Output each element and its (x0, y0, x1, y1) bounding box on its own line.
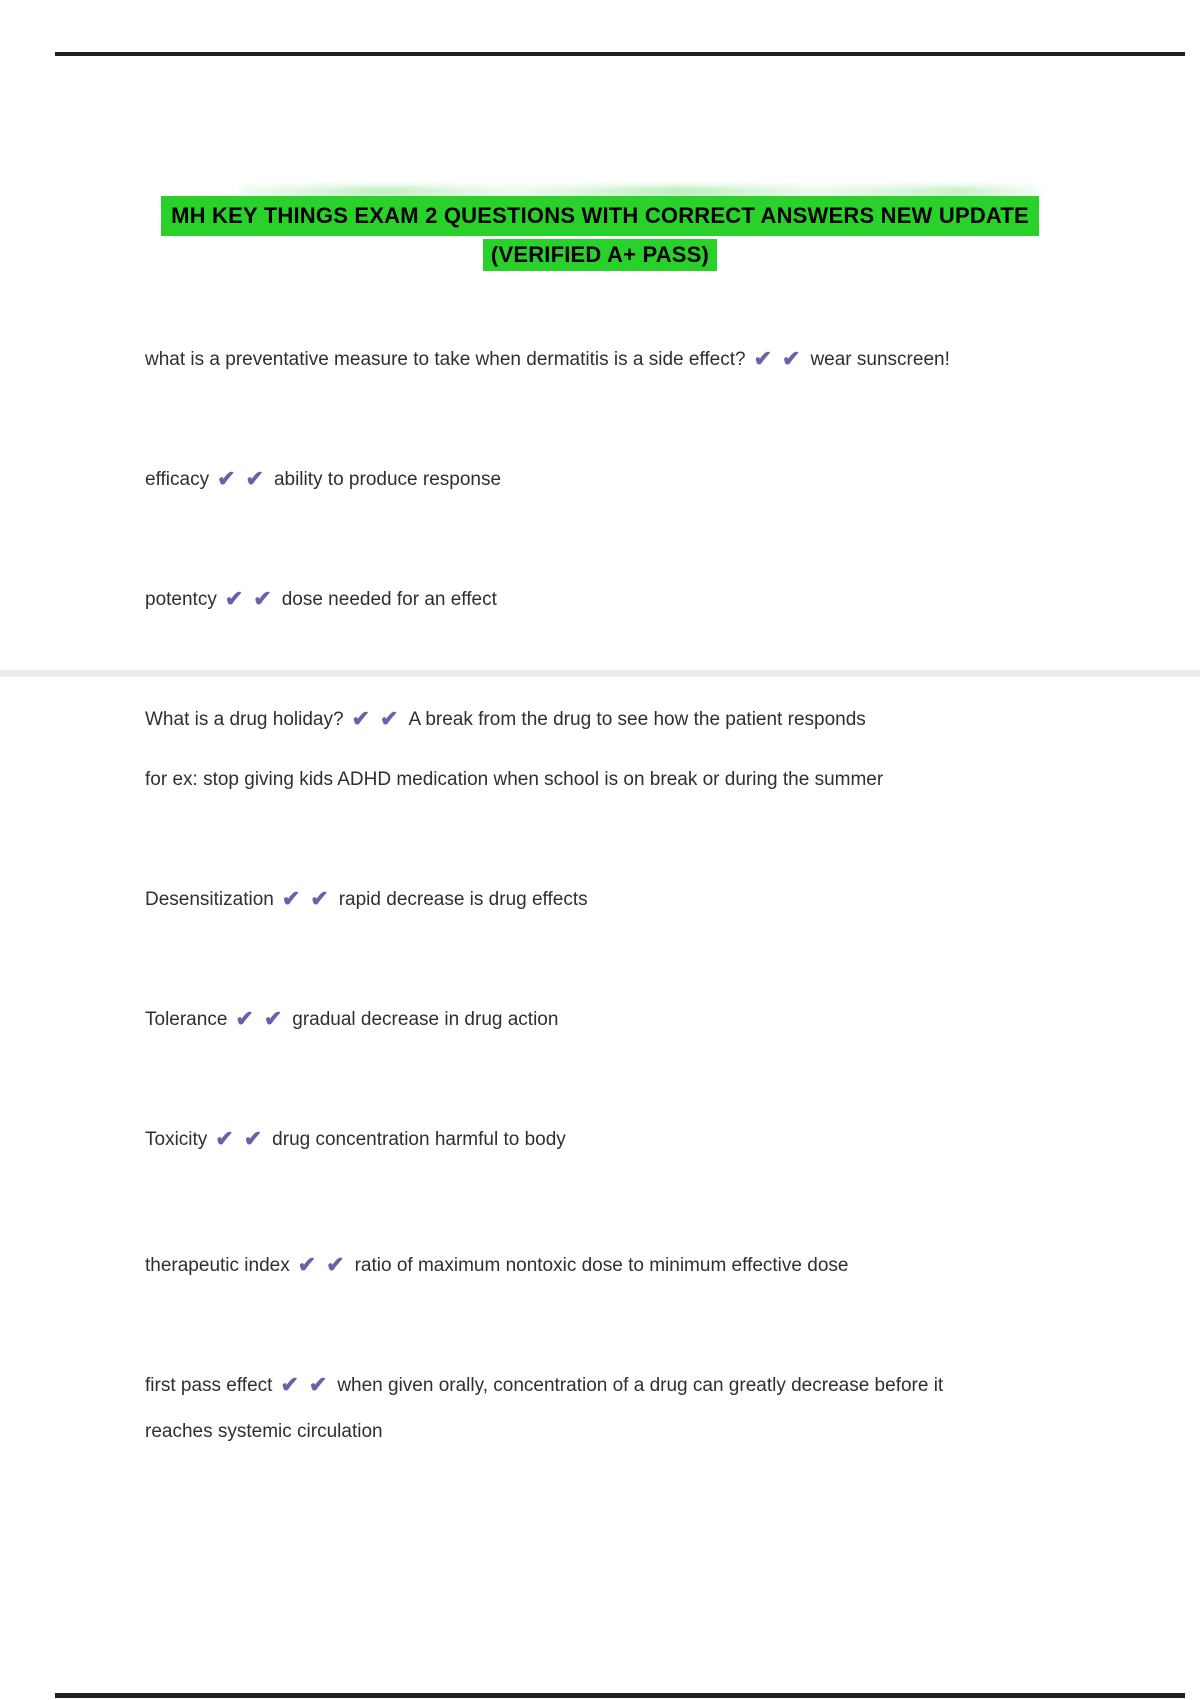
checkmark-icon: ✔ (326, 1252, 345, 1277)
checkmark-icon: ✔ (263, 1006, 283, 1031)
answer-text: ability to produce response (273, 469, 502, 490)
question-text: Desensitization (145, 889, 274, 910)
answer-text: ratio of maximum nontoxic dose to minimum effective dose (354, 1255, 849, 1276)
checkmark-icon: ✔ (280, 1372, 299, 1397)
checkmark-icon: ✔ (243, 1126, 263, 1151)
question-text: first pass effect (145, 1375, 273, 1396)
answer-text: dose needed for an effect (281, 589, 497, 610)
question-text: potentcy (145, 589, 217, 610)
qa-note: for ex: stop giving kids ADHD medication when school is on break or during the summer (145, 769, 884, 790)
answer-text: rapid decrease is drug effects (338, 889, 588, 910)
checkmark-icon: ✔ (753, 346, 773, 371)
qa-item (145, 336, 1105, 383)
checkmark-icon: ✔ (253, 586, 272, 611)
qa-item (145, 1116, 1105, 1163)
qa-item (145, 1242, 1105, 1289)
title-line-2: (VERIFIED A+ PASS) (483, 239, 717, 271)
qa-item (145, 876, 1105, 923)
qa-line (145, 576, 1105, 623)
question-text: What is a drug holiday? (145, 709, 344, 730)
qa-line (145, 456, 1105, 503)
checkmark-icon: ✔ (782, 346, 801, 371)
qa-line (145, 876, 1105, 923)
document-title (0, 196, 1200, 271)
checkmark-icon: ✔ (308, 1372, 328, 1397)
checkmark-icon: ✔ (281, 886, 301, 911)
title-line-1: MH KEY THINGS EXAM 2 QUESTIONS WITH CORRECT ANSWERS NEW UPDATE (161, 196, 1039, 236)
checkmark-icon: ✔ (217, 466, 236, 491)
answer-text-line2: reaches systemic circulation (145, 1421, 383, 1442)
top-rule (55, 52, 1185, 56)
checkmark-icon: ✔ (224, 586, 244, 611)
checkmark-icon: ✔ (235, 1006, 254, 1031)
scan-artifact-band (0, 670, 1200, 677)
qa-item (145, 996, 1105, 1043)
qa-line (145, 1362, 1105, 1455)
qa-item (145, 576, 1105, 623)
bottom-rule (55, 1693, 1185, 1698)
qa-line (145, 1116, 1105, 1163)
qa-item (145, 696, 1105, 803)
qa-line (145, 696, 1105, 743)
answer-text: when given orally, concentration of a drug can greatly decrease before it (337, 1375, 944, 1396)
question-text: therapeutic index (145, 1255, 290, 1276)
question-text: Toxicity (145, 1129, 208, 1150)
qa-item (145, 456, 1105, 503)
answer-text: gradual decrease in drug action (292, 1009, 559, 1030)
checkmark-icon: ✔ (351, 706, 370, 731)
checkmark-icon: ✔ (215, 1126, 234, 1151)
qa-item (145, 1362, 1105, 1455)
checkmark-icon: ✔ (380, 706, 399, 731)
question-text: efficacy (145, 469, 210, 490)
answer-text: drug concentration harmful to body (272, 1129, 566, 1150)
checkmark-icon: ✔ (310, 886, 329, 911)
answer-text: wear sunscreen! (810, 349, 950, 370)
qa-line (145, 336, 1105, 383)
qa-line (145, 1242, 1105, 1289)
qa-line (145, 996, 1105, 1043)
answer-text: A break from the drug to see how the patient responds (408, 709, 866, 730)
checkmark-icon: ✔ (297, 1252, 317, 1277)
question-text: what is a preventative measure to take when dermatitis is a side effect? (145, 349, 746, 370)
checkmark-icon: ✔ (245, 466, 264, 491)
question-text: Tolerance (145, 1009, 228, 1030)
